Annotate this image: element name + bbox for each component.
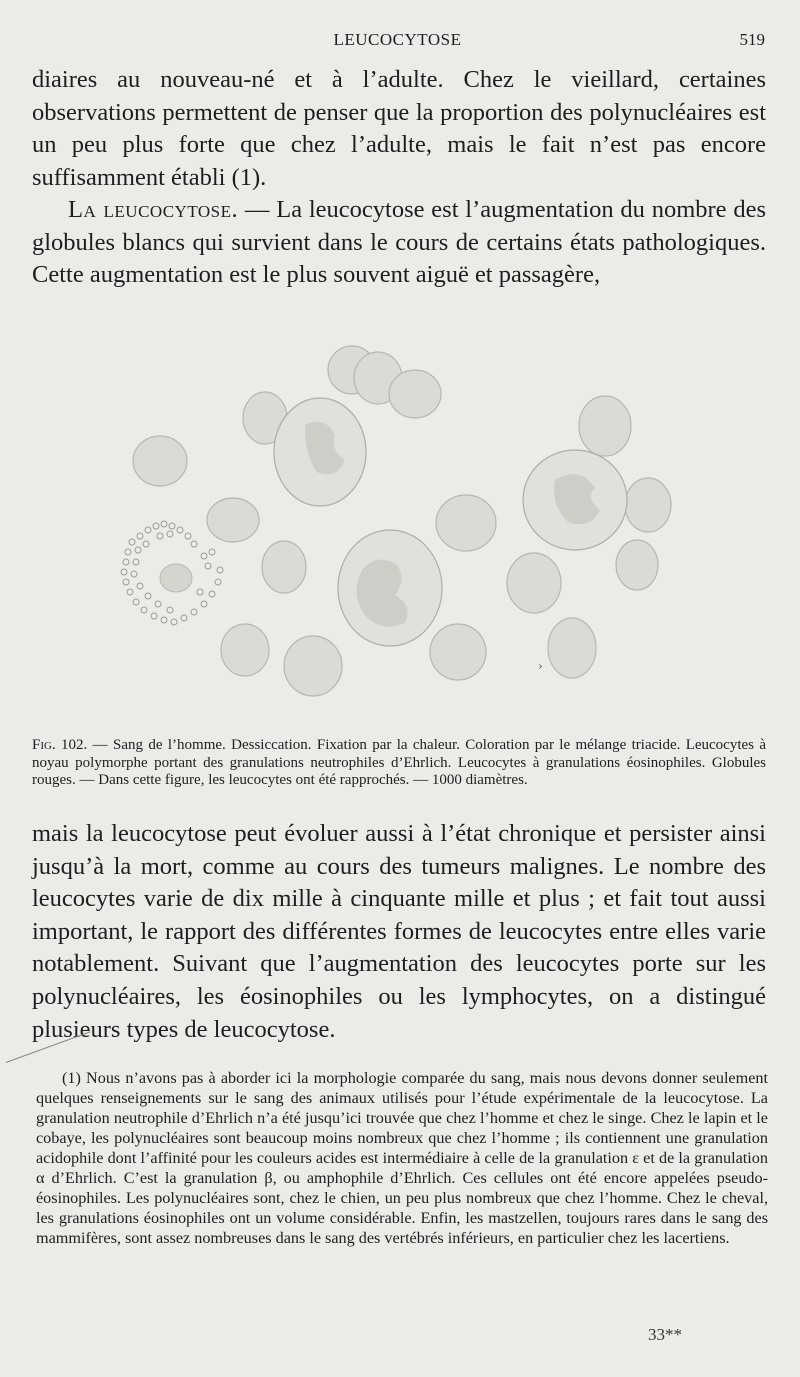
paragraph-continuation: diaires au nouveau-né et à l’adulte. Chez le vieillard, certaines observations permettent de penser que la proportion des polynucléaires est un peu plus forte que chez l’adulte, mais le fait n’est pas encore suffisamment établi (1). (32, 66, 766, 191)
blood-smear-figure (100, 330, 700, 730)
signature-mark: 33** (648, 1325, 682, 1344)
neutrophil-leucocyte (338, 530, 442, 646)
footnote (36, 1068, 768, 1248)
section-heading: La leucocytose. (68, 196, 239, 223)
red-blood-cell (579, 396, 631, 456)
footnote-text: (1) Nous n’avons pas à aborder ici la morphologie comparée du sang, mais nous devons donner seulement quelques renseignements sur le sang des animaux utilisés pour l’étude expérimentale de la leucocytose. La granulation neutrophile d’Ehrlich n’a été jusqu’ici trouvée que chez l’homme et chez le singe. Chez le lapin et le cobaye, les polynucléaires sont beaucoup moins nombreux que chez l’homme ; ils contiennent une granulation acidophile dont l’affinité pour les couleurs acides est intermédiaire à celle de la granulation ε et de la granulation α d’Ehrlich. C’est la granulation β, ou amphophile d’Ehrlich. Ces cellules ont été encore appelées pseudo-éosinophiles. Les polynucléaires sont, chez le chien, un peu plus nombreux que chez l’homme. Chez le cheval, les granulations éosinophiles ont un volume considérable. Enfin, les mastzellen, toujours rares dans le sang des mammifères, sont assez nombreuses dans le sang des vertébrés inférieurs, en particulier chez les lacertiens. (36, 1069, 768, 1247)
red-blood-cell (507, 553, 561, 613)
red-blood-cell (262, 541, 306, 593)
red-blood-cell (616, 540, 658, 590)
page-header (30, 30, 765, 56)
red-blood-cell (548, 618, 596, 678)
red-blood-cell (133, 436, 187, 486)
red-blood-cell (436, 495, 496, 551)
red-blood-cell (625, 478, 671, 532)
paragraph-text: — La leucocytose est l’augmentation du nombre des globules blancs qui survient dans le cours de certains états pathologiques. Cette augmentation est le plus souvent aiguë et passagère, (32, 196, 767, 289)
red-blood-cell (221, 624, 269, 676)
red-blood-cell (284, 636, 342, 696)
neutrophil-leucocyte (523, 450, 627, 550)
page-number: 519 (739, 30, 765, 49)
svg-text:›: › (538, 659, 543, 673)
neutrophil-leucocyte (274, 398, 366, 506)
figure-caption (32, 737, 766, 790)
paragraph-chronic: mais la leucocytose peut évoluer aussi à l’état chronique et persister ainsi jusqu’à la mort, comme au cours des tumeurs malignes. Le nombre des leucocytes varie de dix mille à cinquante mille et plus ; et fait tout aussi important, le rapport des différentes formes de leucocytes entre elles varie notablement. Suivant que l’augmentation des leucocytes porte sur les polynucléaires, les éosinophiles ou les lymphocytes, on a distingué plusieurs types de leucocytose. (32, 820, 766, 1043)
figure-caption-text: — Sang de l’homme. Dessiccation. Fixation par la chaleur. Coloration par le mélange triacide. Leucocytes à noyau polymorphe portant des granulations neutrophiles d’Ehrlich. Leucocytes à granulations éosinophiles. Globules rouges. — Dans cette figure, les leucocytes ont été rapprochés. — 1000 diamètres. (32, 737, 767, 788)
paragraph-leucocytose (32, 194, 766, 292)
red-blood-cell (207, 498, 259, 542)
red-blood-cell (430, 624, 486, 680)
red-blood-cell (389, 370, 441, 418)
eosinophil-leucocyte (121, 521, 223, 625)
figure-label: Fig. 102. (32, 737, 88, 753)
running-title: LEUCOCYTOSE (333, 30, 462, 49)
